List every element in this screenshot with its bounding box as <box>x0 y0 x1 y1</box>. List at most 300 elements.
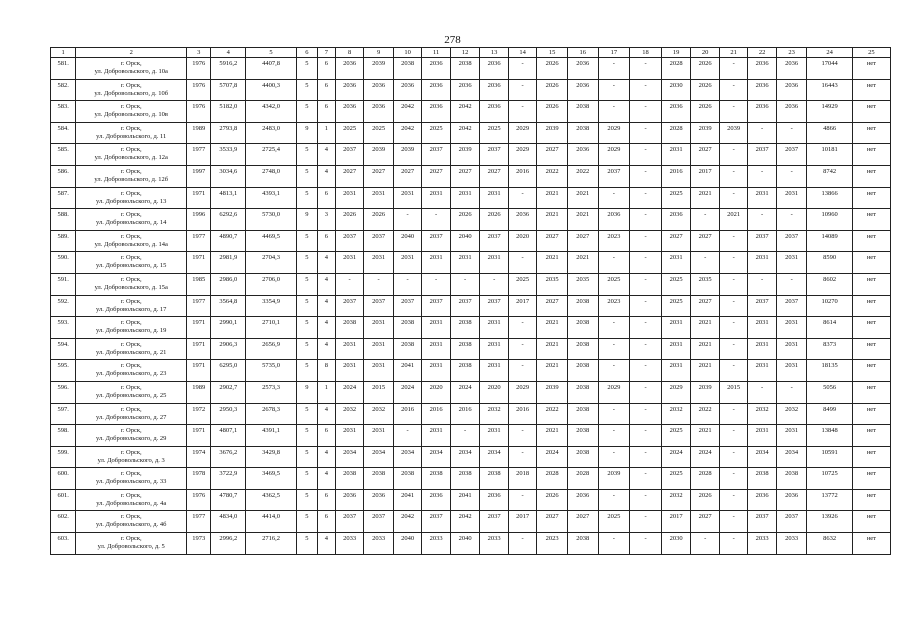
table-row <box>51 58 891 80</box>
row-number: 592. <box>51 295 76 317</box>
row-number: 586. <box>51 165 76 187</box>
cell-col-15: 2027 <box>537 230 568 252</box>
cell-col-6: 5 <box>296 295 317 317</box>
cell-col-6: 5 <box>296 230 317 252</box>
cell-col-17: - <box>598 101 630 123</box>
cell-col-23: - <box>776 273 807 295</box>
cell-col-10: 2039 <box>393 144 421 166</box>
cell-col-11: 2036 <box>422 58 450 80</box>
cell-col-15: 2024 <box>537 446 568 468</box>
cell-col-19: 2024 <box>661 446 691 468</box>
cell-col-18: - <box>630 165 662 187</box>
address-street: ул. Добровольского, д. 4б <box>95 521 167 529</box>
address-cell <box>76 511 187 533</box>
cell-col-16: 2035 <box>567 273 598 295</box>
cell-col-16: 2038 <box>567 295 598 317</box>
cell-col-9: 2036 <box>364 79 394 101</box>
cell-col-11: 2027 <box>422 165 450 187</box>
cell-col-23: 2031 <box>776 425 807 447</box>
cell-col-24: 13866 <box>807 187 852 209</box>
cell-col-23: 2036 <box>776 489 807 511</box>
cell-col-21: - <box>719 338 747 360</box>
address-street: ул. Добровольского, д. 25 <box>96 391 167 399</box>
cell-col-20: 2017 <box>691 165 719 187</box>
cell-col-23: 2037 <box>776 511 807 533</box>
cell-col-3: 1985 <box>187 273 211 295</box>
cell-col-24: 8742 <box>807 165 852 187</box>
cell-col-20: 2026 <box>691 58 719 80</box>
cell-col-20: 2026 <box>691 489 719 511</box>
column-header: 19 <box>661 48 691 58</box>
cell-col-15: 2026 <box>537 101 568 123</box>
cell-col-8: 2037 <box>335 144 363 166</box>
cell-col-16: 2038 <box>567 425 598 447</box>
cell-col-24: 10591 <box>807 446 852 468</box>
cell-col-22: 2031 <box>748 425 776 447</box>
table-row <box>51 468 891 490</box>
cell-col-4: 5916,2 <box>211 58 246 80</box>
cell-col-19: 2031 <box>661 317 691 339</box>
cell-col-12: 2031 <box>450 252 480 274</box>
cell-col-24: 10960 <box>807 209 852 231</box>
cell-col-18: - <box>630 144 662 166</box>
cell-col-20: - <box>691 252 719 274</box>
column-header: 13 <box>480 48 508 58</box>
address-street: ул. Добровольского, д. 12б <box>94 175 169 183</box>
column-header: 12 <box>450 48 480 58</box>
address-street: ул. Добровольского, д. 13 <box>96 197 167 205</box>
cell-col-22: - <box>748 122 776 144</box>
cell-col-10: 2036 <box>393 79 421 101</box>
cell-col-16: 2027 <box>567 511 598 533</box>
cell-col-22: 2036 <box>748 489 776 511</box>
cell-col-22: 2033 <box>748 533 776 555</box>
cell-col-11: 2036 <box>422 489 450 511</box>
cell-col-23: 2036 <box>776 58 807 80</box>
cell-col-25: нет <box>852 381 890 403</box>
cell-col-11: 2031 <box>422 187 450 209</box>
cell-col-20: 2026 <box>691 101 719 123</box>
cell-col-6: 5 <box>296 79 317 101</box>
cell-col-7: 6 <box>317 425 335 447</box>
cell-col-22: 2037 <box>748 144 776 166</box>
table-row <box>51 122 891 144</box>
table-row <box>51 79 891 101</box>
cell-col-24: 16443 <box>807 79 852 101</box>
table-row <box>51 533 891 555</box>
cell-col-9: 2031 <box>364 317 394 339</box>
cell-col-18: - <box>630 317 662 339</box>
cell-col-16: 2036 <box>567 144 598 166</box>
cell-col-4: 4780,7 <box>211 489 246 511</box>
cell-col-12: - <box>450 425 480 447</box>
address-city: г. Орск, <box>120 232 142 240</box>
cell-col-19: 2036 <box>661 209 691 231</box>
address-cell <box>76 273 187 295</box>
address-city: г. Орск, <box>120 211 142 219</box>
cell-col-18: - <box>630 187 662 209</box>
cell-col-23: 2031 <box>776 187 807 209</box>
cell-col-25: нет <box>852 230 890 252</box>
cell-col-15: 2028 <box>537 468 568 490</box>
cell-col-22: 2036 <box>748 101 776 123</box>
cell-col-22: 2037 <box>748 295 776 317</box>
cell-col-4: 2986,0 <box>211 273 246 295</box>
cell-col-7: 4 <box>317 144 335 166</box>
cell-col-15: 2021 <box>537 252 568 274</box>
cell-col-8: 2036 <box>335 58 363 80</box>
cell-col-6: 9 <box>296 209 317 231</box>
cell-col-6: 5 <box>296 144 317 166</box>
cell-col-9: 2039 <box>364 144 394 166</box>
address-city: г. Орск, <box>120 81 142 89</box>
cell-col-19: 2025 <box>661 425 691 447</box>
cell-col-6: 5 <box>296 273 317 295</box>
cell-col-3: 1978 <box>187 468 211 490</box>
cell-col-9: 2015 <box>364 381 394 403</box>
cell-col-3: 1977 <box>187 295 211 317</box>
cell-col-9: 2034 <box>364 446 394 468</box>
row-number: 602. <box>51 511 76 533</box>
cell-col-16: 2021 <box>567 209 598 231</box>
cell-col-20: 2026 <box>691 79 719 101</box>
cell-col-25: нет <box>852 58 890 80</box>
address-street: ул. Добровольского, д. 15а <box>94 283 168 291</box>
cell-col-4: 4813,1 <box>211 187 246 209</box>
cell-col-11: 2036 <box>422 79 450 101</box>
cell-col-21: - <box>719 403 747 425</box>
cell-col-7: 4 <box>317 533 335 555</box>
cell-col-10: 2040 <box>393 533 421 555</box>
cell-col-10: 2038 <box>393 58 421 80</box>
cell-col-9: 2037 <box>364 230 394 252</box>
cell-col-13: 2026 <box>480 209 508 231</box>
cell-col-8: 2027 <box>335 165 363 187</box>
cell-col-4: 4807,1 <box>211 425 246 447</box>
address-street: ул. Добровольского, д. 3 <box>97 456 165 464</box>
address-cell <box>76 58 187 80</box>
cell-col-8: 2031 <box>335 187 363 209</box>
cell-col-13: 2031 <box>480 187 508 209</box>
cell-col-21: - <box>719 273 747 295</box>
cell-col-13: 2036 <box>480 101 508 123</box>
table-row <box>51 295 891 317</box>
column-header: 15 <box>537 48 568 58</box>
cell-col-13: - <box>480 273 508 295</box>
cell-col-18: - <box>630 230 662 252</box>
cell-col-13: 2034 <box>480 446 508 468</box>
cell-col-22: 2038 <box>748 468 776 490</box>
cell-col-20: 2024 <box>691 446 719 468</box>
address-cell <box>76 403 187 425</box>
cell-col-21: - <box>719 295 747 317</box>
cell-col-16: 2021 <box>567 252 598 274</box>
cell-col-21: - <box>719 489 747 511</box>
cell-col-5: 3354,9 <box>246 295 297 317</box>
cell-col-14: - <box>508 360 536 382</box>
cell-col-23: 2031 <box>776 317 807 339</box>
cell-col-6: 9 <box>296 381 317 403</box>
row-number: 584. <box>51 122 76 144</box>
cell-col-20: 2021 <box>691 187 719 209</box>
cell-col-13: 2031 <box>480 317 508 339</box>
cell-col-24: 8632 <box>807 533 852 555</box>
cell-col-19: 2030 <box>661 533 691 555</box>
cell-col-24: 10725 <box>807 468 852 490</box>
cell-col-17: - <box>598 425 630 447</box>
cell-col-21: - <box>719 511 747 533</box>
cell-col-8: 2024 <box>335 381 363 403</box>
row-number: 600. <box>51 468 76 490</box>
cell-col-11: 2031 <box>422 252 450 274</box>
cell-col-25: нет <box>852 403 890 425</box>
cell-col-5: 2573,3 <box>246 381 297 403</box>
cell-col-5: 4362,5 <box>246 489 297 511</box>
cell-col-23: 2036 <box>776 79 807 101</box>
row-number: 589. <box>51 230 76 252</box>
cell-col-25: нет <box>852 317 890 339</box>
cell-col-22: 2037 <box>748 511 776 533</box>
cell-col-13: 2036 <box>480 489 508 511</box>
cell-col-12: 2040 <box>450 230 480 252</box>
cell-col-14: - <box>508 489 536 511</box>
cell-col-20: 2021 <box>691 338 719 360</box>
cell-col-12: 2038 <box>450 58 480 80</box>
address-cell <box>76 230 187 252</box>
cell-col-4: 5182,0 <box>211 101 246 123</box>
cell-col-22: 2034 <box>748 446 776 468</box>
cell-col-11: 2033 <box>422 533 450 555</box>
row-number: 595. <box>51 360 76 382</box>
cell-col-15: 2039 <box>537 122 568 144</box>
cell-col-5: 4414,0 <box>246 511 297 533</box>
cell-col-9: 2031 <box>364 360 394 382</box>
cell-col-23: 2031 <box>776 252 807 274</box>
cell-col-12: 2027 <box>450 165 480 187</box>
cell-col-20: 2027 <box>691 144 719 166</box>
cell-col-4: 6292,6 <box>211 209 246 231</box>
cell-col-3: 1977 <box>187 230 211 252</box>
cell-col-7: 1 <box>317 122 335 144</box>
column-header: 8 <box>335 48 363 58</box>
cell-col-3: 1973 <box>187 533 211 555</box>
cell-col-21: 2021 <box>719 209 747 231</box>
cell-col-21: - <box>719 58 747 80</box>
cell-col-19: 2025 <box>661 295 691 317</box>
cell-col-8: 2037 <box>335 295 363 317</box>
cell-col-4: 3722,9 <box>211 468 246 490</box>
cell-col-15: 2021 <box>537 209 568 231</box>
cell-col-20: 2035 <box>691 273 719 295</box>
cell-col-5: 2656,9 <box>246 338 297 360</box>
cell-col-24: 14089 <box>807 230 852 252</box>
cell-col-9: 2031 <box>364 187 394 209</box>
cell-col-25: нет <box>852 360 890 382</box>
cell-col-11: 2037 <box>422 230 450 252</box>
cell-col-3: 1971 <box>187 338 211 360</box>
cell-col-21: 2015 <box>719 381 747 403</box>
cell-col-15: 2021 <box>537 338 568 360</box>
cell-col-18: - <box>630 381 662 403</box>
cell-col-6: 5 <box>296 165 317 187</box>
cell-col-8: 2037 <box>335 511 363 533</box>
cell-col-21: - <box>719 468 747 490</box>
cell-col-23: 2034 <box>776 446 807 468</box>
cell-col-15: 2026 <box>537 489 568 511</box>
cell-col-16: 2022 <box>567 165 598 187</box>
row-number: 581. <box>51 58 76 80</box>
cell-col-17: 2029 <box>598 381 630 403</box>
cell-col-16: 2038 <box>567 381 598 403</box>
cell-col-16: 2038 <box>567 403 598 425</box>
cell-col-7: 4 <box>317 317 335 339</box>
cell-col-9: 2032 <box>364 403 394 425</box>
cell-col-9: 2027 <box>364 165 394 187</box>
cell-col-17: - <box>598 489 630 511</box>
address-cell <box>76 144 187 166</box>
cell-col-5: 2716,2 <box>246 533 297 555</box>
cell-col-6: 5 <box>296 101 317 123</box>
cell-col-22: 2037 <box>748 230 776 252</box>
cell-col-17: 2023 <box>598 295 630 317</box>
cell-col-9: 2037 <box>364 295 394 317</box>
row-number: 587. <box>51 187 76 209</box>
address-city: г. Орск, <box>120 319 142 327</box>
cell-col-10: 2027 <box>393 165 421 187</box>
cell-col-5: 4393,1 <box>246 187 297 209</box>
cell-col-20: 2021 <box>691 360 719 382</box>
cell-col-4: 3676,2 <box>211 446 246 468</box>
cell-col-14: 2016 <box>508 165 536 187</box>
cell-col-25: нет <box>852 122 890 144</box>
address-cell <box>76 209 187 231</box>
cell-col-14: 2018 <box>508 468 536 490</box>
cell-col-4: 2981,9 <box>211 252 246 274</box>
cell-col-6: 5 <box>296 317 317 339</box>
address-cell <box>76 295 187 317</box>
cell-col-10: 2038 <box>393 338 421 360</box>
address-cell <box>76 187 187 209</box>
cell-col-16: 2028 <box>567 468 598 490</box>
cell-col-6: 5 <box>296 533 317 555</box>
cell-col-15: 2027 <box>537 144 568 166</box>
cell-col-18: - <box>630 511 662 533</box>
cell-col-23: - <box>776 122 807 144</box>
cell-col-23: 2038 <box>776 468 807 490</box>
cell-col-19: 2027 <box>661 230 691 252</box>
address-street: ул. Добровольского, д. 29 <box>96 435 167 443</box>
cell-col-11: 2031 <box>422 338 450 360</box>
cell-col-9: - <box>364 273 394 295</box>
cell-col-5: 2678,3 <box>246 403 297 425</box>
address-street: ул. Добровольского, д. 11 <box>96 132 167 140</box>
cell-col-12: 2038 <box>450 338 480 360</box>
cell-col-5: 2710,1 <box>246 317 297 339</box>
cell-col-25: нет <box>852 165 890 187</box>
cell-col-20: 2039 <box>691 381 719 403</box>
cell-col-21: - <box>719 317 747 339</box>
table-row <box>51 230 891 252</box>
row-number: 593. <box>51 317 76 339</box>
cell-col-3: 1996 <box>187 209 211 231</box>
row-number: 597. <box>51 403 76 425</box>
column-header: 9 <box>364 48 394 58</box>
cell-col-25: нет <box>852 79 890 101</box>
table-row <box>51 187 891 209</box>
cell-col-16: 2036 <box>567 58 598 80</box>
cell-col-17: 2039 <box>598 468 630 490</box>
cell-col-14: 2017 <box>508 295 536 317</box>
cell-col-25: нет <box>852 511 890 533</box>
cell-col-10: 2040 <box>393 230 421 252</box>
cell-col-14: - <box>508 446 536 468</box>
cell-col-20: - <box>691 533 719 555</box>
cell-col-13: 2031 <box>480 425 508 447</box>
cell-col-21: - <box>719 446 747 468</box>
row-number: 588. <box>51 209 76 231</box>
cell-col-21: - <box>719 360 747 382</box>
cell-col-19: 2031 <box>661 338 691 360</box>
cell-col-14: 2016 <box>508 403 536 425</box>
cell-col-11: - <box>422 209 450 231</box>
cell-col-13: 2031 <box>480 360 508 382</box>
address-street: ул. Добровольского, д. 15 <box>96 262 167 270</box>
cell-col-14: - <box>508 58 536 80</box>
cell-col-5: 4342,0 <box>246 101 297 123</box>
cell-col-16: 2038 <box>567 122 598 144</box>
column-header: 17 <box>598 48 630 58</box>
cell-col-23: 2037 <box>776 295 807 317</box>
cell-col-19: 2030 <box>661 79 691 101</box>
address-city: г. Орск, <box>120 470 142 478</box>
address-city: г. Орск, <box>120 362 142 370</box>
cell-col-21: - <box>719 101 747 123</box>
cell-col-19: 2036 <box>661 101 691 123</box>
cell-col-24: 13772 <box>807 489 852 511</box>
table-row <box>51 338 891 360</box>
cell-col-18: - <box>630 446 662 468</box>
cell-col-22: - <box>748 209 776 231</box>
address-city: г. Орск, <box>120 297 142 305</box>
cell-col-24: 14929 <box>807 101 852 123</box>
cell-col-20: - <box>691 209 719 231</box>
cell-col-13: 2037 <box>480 295 508 317</box>
table-row <box>51 425 891 447</box>
address-city: г. Орск, <box>120 535 142 543</box>
cell-col-14: - <box>508 252 536 274</box>
row-number: 601. <box>51 489 76 511</box>
cell-col-12: 2016 <box>450 403 480 425</box>
cell-col-13: 2037 <box>480 511 508 533</box>
cell-col-24: 4866 <box>807 122 852 144</box>
cell-col-11: 2037 <box>422 144 450 166</box>
table-row <box>51 273 891 295</box>
cell-col-5: 3429,8 <box>246 446 297 468</box>
cell-col-17: 2025 <box>598 273 630 295</box>
cell-col-6: 5 <box>296 252 317 274</box>
cell-col-5: 5735,0 <box>246 360 297 382</box>
cell-col-6: 5 <box>296 360 317 382</box>
cell-col-18: - <box>630 468 662 490</box>
cell-col-3: 1972 <box>187 403 211 425</box>
table-row <box>51 101 891 123</box>
table-row <box>51 209 891 231</box>
table-row <box>51 446 891 468</box>
cell-col-10: 2042 <box>393 101 421 123</box>
cell-col-6: 5 <box>296 403 317 425</box>
cell-col-12: 2036 <box>450 79 480 101</box>
cell-col-7: 4 <box>317 468 335 490</box>
